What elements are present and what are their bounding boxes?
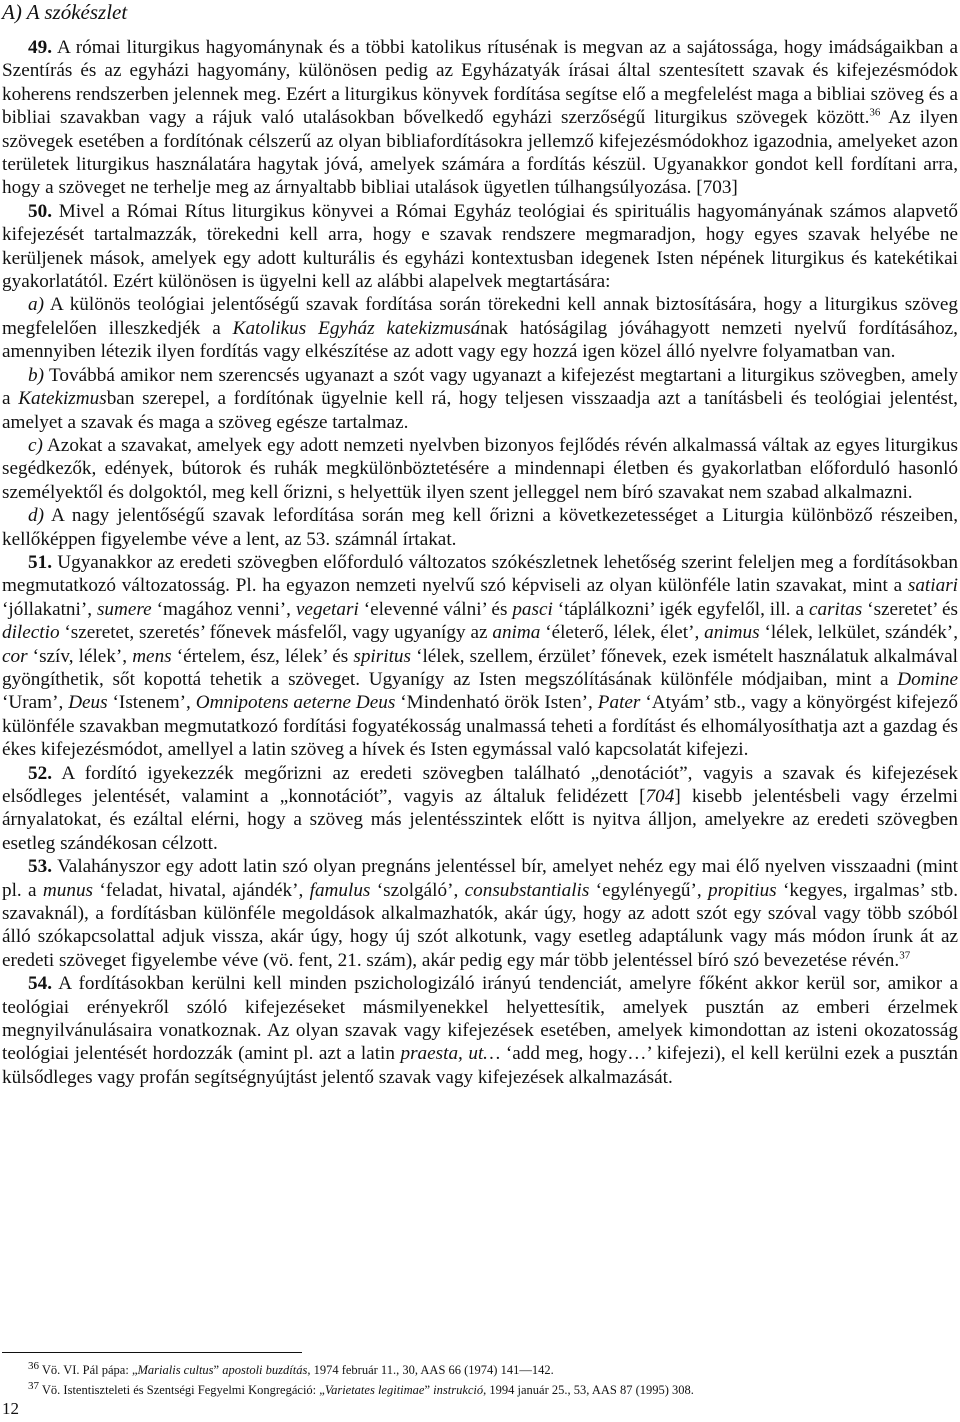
footnote-text: Vö. VI. Pál pápa: „Marialis cultus” apostoli buzdítás, 1974 február 11., 30, AAS 66 (1974) 141—142.: [41, 1363, 554, 1377]
paragraph-50-b: b) Továbbá amikor nem szerencsés ugyanazt a szót vagy ugyanazt a kifejezést megtartani a liturgikus szövegben, amely a Katekizmusban szerepel, a fordítónak ügyelnie kell rá, hogy teljesen visszaadja azt a tanításbeli és teológiai jelentést, amelyet a szavak és maga a szöveg egésze tartalmaz.: [2, 364, 958, 433]
footnote-36: [28, 1360, 948, 1380]
paragraph-50-d: d) A nagy jelentőségű szavak lefordítása során meg kell őrizni a következetességet a Liturgia különböző részeiben, kellőképpen figyelembe véve a lent, az 53. számnál írtakat.: [2, 505, 958, 550]
paragraph-51: 51. Ugyanakkor az eredeti szövegben előforduló változatos szókészletnek lehetőség szerint feleljen meg a fordításokban megmutatkozó változatosság. Pl. ha egyazon nemzeti nyelvű szó képviseli az olyan különféle latin szavakat, mint a satiari ‘jóllakatni’, sumere ‘magához venni’, vegetari ‘elevenné válni’ és pasci ‘táplálkozni’ igék egyfelől, ill. a caritas ‘szeretet’ és dilectio ‘szeretet, szeretés’ főnevek másfelől, vagy ugyanígy az anima ‘életerő, lélek, élet’, animus ‘lélek, lelkület, szándék’, cor ‘szív, lélek’, mens ‘értelem, ész, lélek’ és spiritus ‘lélek, szellem, érzület’ főnevek, ezek ismételt használatuk alkalmával gyöngíthetik, sőt kopottá tehetik a szöveget. Ugyanígy az Isten megszólításának különféle módjaiban, mint a Domine ‘Uram’, Deus ‘Istenem’, Omnipotens aeterne Deus ‘Mindenható örök Isten’, Pater ‘Atyám’ stb., vagy a könyörgést kifejező különféle szavakban megmutatkozó fordítási fogyatékosság unalmassá teheti a fordítást és elhomályosíthatja azt a gazdag és ékes kifejezésmódot, amellyel a latin szöveg a hívek és Isten egymással való kapcsolatát kifejezi.: [2, 551, 959, 761]
page-number: 12: [2, 1399, 19, 1418]
paragraph-52: 52. A fordító igyekezzék megőrizni az eredeti szövegben található „denotációt”, vagyis a szavak és kifejezések elsődleges jelentését, valamint a „konnotációt”, vagyis az általuk felidézett [704] kisebb jelentésbeli vagy érzelmi árnyalatokat, és ezáltal elérni, hogy a szöveg más jelentésszintek előtt is nyitva álljon, amelyekre az eredeti szövegben esetleg szándékosan célzott.: [2, 762, 958, 854]
footnote-number: 36: [28, 1359, 39, 1372]
footnote-number: 37: [28, 1379, 39, 1392]
footnote-37: [28, 1380, 948, 1400]
paragraph-54: 54. A fordításokban kerülni kell minden pszichologizáló irányú tendenciát, amelyre főként akkor kerül sor, amikor a teológiai erényekről szóló kifejezéseket másmilyenekkel helyettesítik, amelyek pusztán az emberi érzelmek megnyilvánulásaira vonatkoznak. Az olyan szavak vagy kifejezések esetében, amelyek kimondottan az isteni okozatosság teológiai jelentését hordozzák (amint pl. azt a latin praesta, ut… ‘add meg, hogy…’ kifejezi), el kell kerülni ezek a pusztán külsődleges vagy profán segítségnyújtást jelentő szavak vagy kifejezések alkalmazását.: [2, 973, 958, 1088]
footnotes: [28, 1360, 948, 1400]
paragraph-50-c: c) Azokat a szavakat, amelyek egy adott nemzeti nyelvben bizonyos fejlődés révén alkalmassá váltak az egyes liturgikus segédkezők, edények, bútorok és ruhák megkülönböztetésére a mindennapi életben és gyakorlatban előforduló hasonló személyektől és dolgoktól, meg kell őrizni, s helyettük ilyen szent jelleggel nem bíró szavakat nem szabad alkalmazni.: [2, 434, 958, 503]
paragraph-50: 50. Mivel a Római Rítus liturgikus könyvei a Római Egyház teológiai és spirituális hagyományának számos alapvető kifejezését tartalmazzák, törekedni kell arra, hogy e szavak rendszere megmaradjon, hogy egyes szavak helyébe ne kerüljenek mások, amelyek egy adott kulturális és egyházi kontextusban idegenek Isten népének liturgikus és katekétikai gyakorlatától. Ezért különösen is ügyelni kell az alábbi alapelvek megtartására:: [2, 200, 958, 293]
paragraph-53: 53. Valahányszor egy adott latin szó olyan pregnáns jelentéssel bír, amelyet nehéz egy mai élő nyelven visszaadni (mint pl. a munus ‘feladat, hivatal, ajándék’, famulus ‘szolgáló’, consubstantialis ‘egylényegű’, propitius ‘kegyes, irgalmas’ stb. szavaknál), a fordításban különféle megoldások alkalmazhatók, akár úgy, hogy az adott szót egy szóval vagy több szóból álló szókapcsolattal adjuk vissza, akár úgy, hogy új szót alkotunk, vagy esetleg adaptálunk vagy más módon írunk át az eredeti szöveget figyelembe véve (vö. fent, 21. szám), akár pedig egy már több jelentéssel bíró szó bevezetése révén.$^{37}$: [2, 856, 958, 971]
footnote-divider: [2, 1352, 302, 1353]
footnote-text: Vö. Istentiszteleti és Szentségi Fegyelmi Kongregáció: „Varietates legitimae” instrukció, 1994 január 25., 53, AAS 87 (1995) 308.: [41, 1383, 694, 1397]
document-body: [2, 36, 958, 1089]
paragraph-49: 49. A római liturgikus hagyománynak és a többi katolikus rítusénak is megvan az a sajátossága, hogy imádságaikban a Szentírás és az egyházi hagyomány, különösen pedig az Egyházatyák írásai által szentesített szavak és kifejezésmódok koherens rendszerben jelennek meg. Ezért a liturgikus könyvek fordítása segítse elő a megfelelést maga a bibliai szöveg és a bibliai szavakban vagy a rájuk való utalásokban bővelkedő egyházi szerzőségű liturgikus szövegek között.$^{36}$ Az ilyen szövegek esetében a fordítónak célszerű az olyan bibliafordításokra jellemző kifejezésmódokhoz igazodnia, amelyeket azon területek liturgikus használatára hagytak jóvá, amelyek számára a fordítás készül. Ugyanakkor gondot kell fordítani arra, hogy a szöveget ne terhelje meg az árnyaltabb bibliai utalások ügyetlen túlhangsúlyozása. [703]: [2, 37, 959, 199]
section-title: A) A szókészlet: [2, 0, 128, 24]
paragraph-50-a: a) A különös teológiai jelentőségű szavak fordítása során törekedni kell annak biztosítására, hogy a liturgikus szöveg megfelelően illeszkedjék a Katolikus Egyház katekizmusának hatóságilag jóváhagyott nemzeti nyelvű fordításához, amennyiben létezik ilyen fordítás vagy elkészítése az adott vagy egy hozzá igen közel álló nyelvre folyamatban van.: [2, 294, 958, 363]
